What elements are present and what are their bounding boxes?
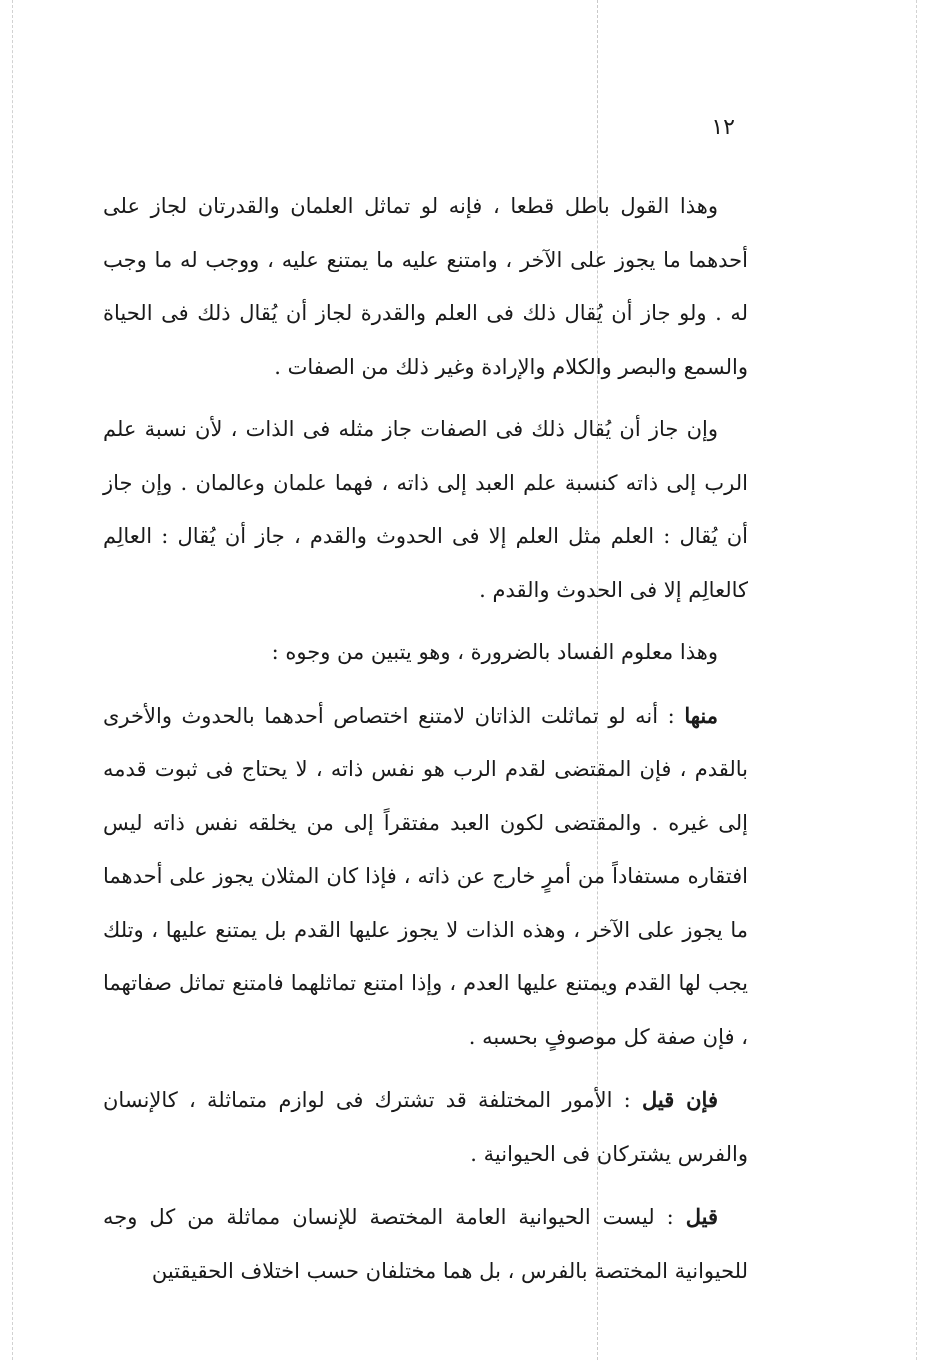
paragraph-6-text: : ليست الحيوانية العامة المختصة للإنسان مماثلة من كل وجه للحيوانية المختصة بالفرس ، بل هما مختلفان حسب اختلاف الحقيقتين: [103, 1205, 748, 1283]
scan-margin-line-right: [916, 0, 917, 1360]
paragraph-3-text: وهذا معلوم الفساد بالضرورة ، وهو يتبين من وجوه :: [271, 640, 718, 664]
paragraph-5-lead: فإن قيل: [641, 1087, 718, 1112]
paragraph-4: [103, 689, 748, 1065]
paragraph-1: [103, 180, 748, 394]
paragraph-4-text: : أنه لو تماثلت الذاتان لامتنع اختصاص أحدهما بالحدوث والأخرى بالقدم ، فإن المقتضى لقدم الرب هو نفس ذاته ، لا يحتاج فى ثبوت قدمه إلى غيره . والمقتضى لكون العبد مفتقراً إلى من يخلقه نفس ذاته ليس افتقاره مستفاداً من أمرٍ خارج عن ذاته ، فإذا كان المثلان يجوز على أحدهما ما يجوز على الآخر ، وهذه الذات لا يجوز عليها القدم بل يمتنع عليها ، وتلك يجب لها القدم ويمتنع عليها العدم ، وإذا امتنع تماثلهما فامتنع تماثل صفاتهما ، فإن صفة كل موصوفٍ بحسبه .: [103, 703, 748, 1049]
paragraph-6: [103, 1190, 748, 1298]
paragraph-5: [103, 1073, 748, 1181]
paragraph-4-lead: منها: [684, 702, 718, 728]
paragraph-5-text: : الأمور المختلفة قد تشترك فى لوازم متماثلة ، كالإنسان والفرس يشتركان فى الحيوانية .: [103, 1088, 748, 1166]
paragraph-2: [103, 403, 748, 617]
page-body: [103, 180, 748, 1298]
paragraph-2-text: وإن جاز أن يُقال ذلك فى الصفات جاز مثله فى الذات ، لأن نسبة علم الرب إلى ذاته كنسبة علم العبد إلى ذاته ، فهما علمان وعالمان . وإن جاز أن يُقال : العلم مثل العلم إلا فى الحدوث والقدم ، جاز أن يُقال : العالِم كالعالِم إلا فى الحدوث والقدم .: [103, 417, 748, 602]
paragraph-3: [103, 626, 748, 680]
paragraph-6-lead: قيل: [685, 1204, 718, 1229]
paragraph-1-text: وهذا القول باطل قطعا ، فإنه لو تماثل العلمان والقدرتان لجاز على أحدهما ما يجوز على الآخر ، وامتنع عليه ما يمتنع عليه ، ووجب له ما وجب له . ولو جاز أن يُقال ذلك فى العلم والقدرة لجاز أن يُقال ذلك فى الحياة والسمع والبصر والكلام والإرادة وغير ذلك من الصفات .: [103, 194, 748, 379]
scan-margin-line-left: [12, 0, 13, 1360]
page-number: ١٢: [711, 115, 735, 140]
